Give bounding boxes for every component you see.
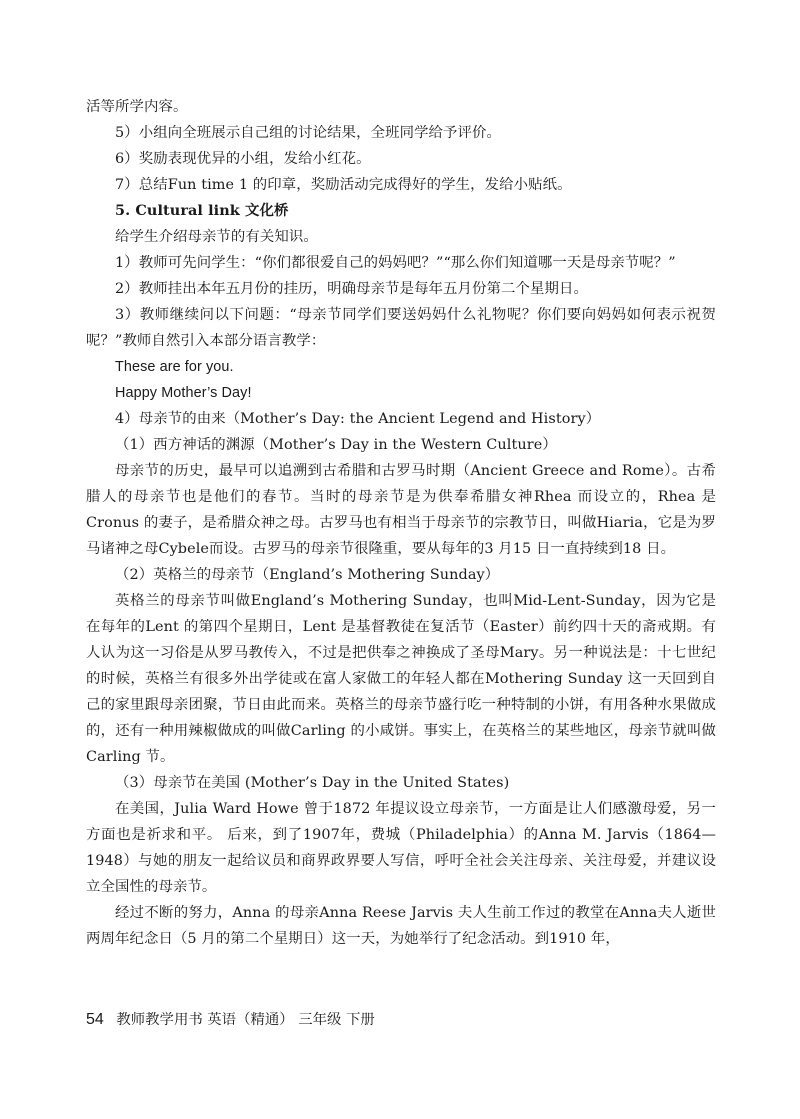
paragraph: 4）母亲节的由来（Mother’s Day: the Ancient Legend and History）	[115, 411, 601, 427]
paragraph: These are for you.	[115, 359, 234, 375]
page-number: 54	[86, 1011, 104, 1028]
paragraph: 英格兰的母亲节叫做England’s Mothering Sunday，也叫Mid-Lent-Sunday，因为它是在每年的Lent 的第四个星期日，Lent 是基督教徒在复活节（Easter）前约四十天的斋戒期。有人认为这一习俗是从罗马教传入，不过是把供奉之神换成了圣母Mary。另一种说法是：十七世纪的时候，英格兰有很多外出学徒或在富人家做工的年轻人都在Mothering Sunday 这一天回到自己的家里跟母亲团聚，节日由此而来。英格兰的母亲节盛行吃一种特制的小饼，有用各种水果做成的，还有一种用辣椒做成的叫做Carling 的小咸饼。事实上，在英格兰的某些地区，母亲节就叫做Carling 节。	[86, 593, 716, 765]
paragraph: 给学生介绍母亲节的有关知识。	[115, 229, 318, 245]
paragraph: 1）教师可先问学生：“你们都很爱自己的妈妈吧？”“那么你们知道哪一天是母亲节呢？”	[115, 255, 676, 271]
paragraph: 7）总结Fun time 1 的印章，奖励活动完成得好的学生，发给小贴纸。	[115, 177, 572, 193]
paragraph: 5）小组向全班展示自己组的讨论结果，全班同学给予评价。	[115, 125, 502, 141]
paragraph: 3）教师继续问以下问题：“母亲节同学们要送妈妈什么礼物呢？你们要向妈妈如何表示祝贺呢？”教师自然引入本部分语言教学：	[86, 307, 716, 349]
section-heading: 5. Cultural link 文化桥	[115, 202, 289, 219]
paragraph: Happy Mother’s Day!	[115, 385, 252, 401]
paragraph: 在美国，Julia Ward Howe 曾于1872 年提议设立母亲节，一方面是让人们感激母爱，另一方面也是祈求和平。 后来，到了1907年，费城（Philadelphia）的Anna M. Jarvis（1864—1948）与她的朋友一起给议员和商界政界要人写信，呼吁全社会关注母亲、关注母爱，并建议设立全国性的母亲节。	[86, 801, 716, 895]
paragraph: （2）英格兰的母亲节（England’s Mothering Sunday）	[115, 567, 500, 583]
paragraph: （3）母亲节在美国 (Mother’s Day in the United States)	[115, 775, 510, 791]
paragraph: 母亲节的历史，最早可以追溯到古希腊和古罗马时期（Ancient Greece and Rome）。古希腊人的母亲节也是他们的春节。当时的母亲节是为供奉希腊女神Rhea 而设立的，Rhea 是Cronus 的妻子，是希腊众神之母。古罗马也有相当于母亲节的宗教节日，叫做Hiaria，它是为罗马诸神之母Cybele而设。古罗马的母亲节很隆重，要从每年的3 月15 日一直持续到18 日。	[86, 463, 716, 557]
book-title: 教师教学用书 英语（精通） 三年级 下册	[116, 1012, 375, 1028]
paragraph: （1）西方神话的渊源（Mother’s Day in the Western Culture）	[115, 437, 557, 453]
paragraph: 2）教师挂出本年五月份的挂历，明确母亲节是每年五月份第二个星期日。	[115, 281, 588, 297]
paragraph: 活等所学内容。	[86, 99, 188, 115]
page-body	[86, 94, 716, 952]
page-footer	[86, 1009, 716, 1031]
paragraph: 6）奖励表现优异的小组，发给小红花。	[115, 151, 371, 167]
paragraph: 经过不断的努力，Anna 的母亲Anna Reese Jarvis 夫人生前工作过的教堂在Anna夫人逝世两周年纪念日（5 月的第二个星期日）这一天，为她举行了纪念活动。到1910 年，	[86, 905, 716, 947]
